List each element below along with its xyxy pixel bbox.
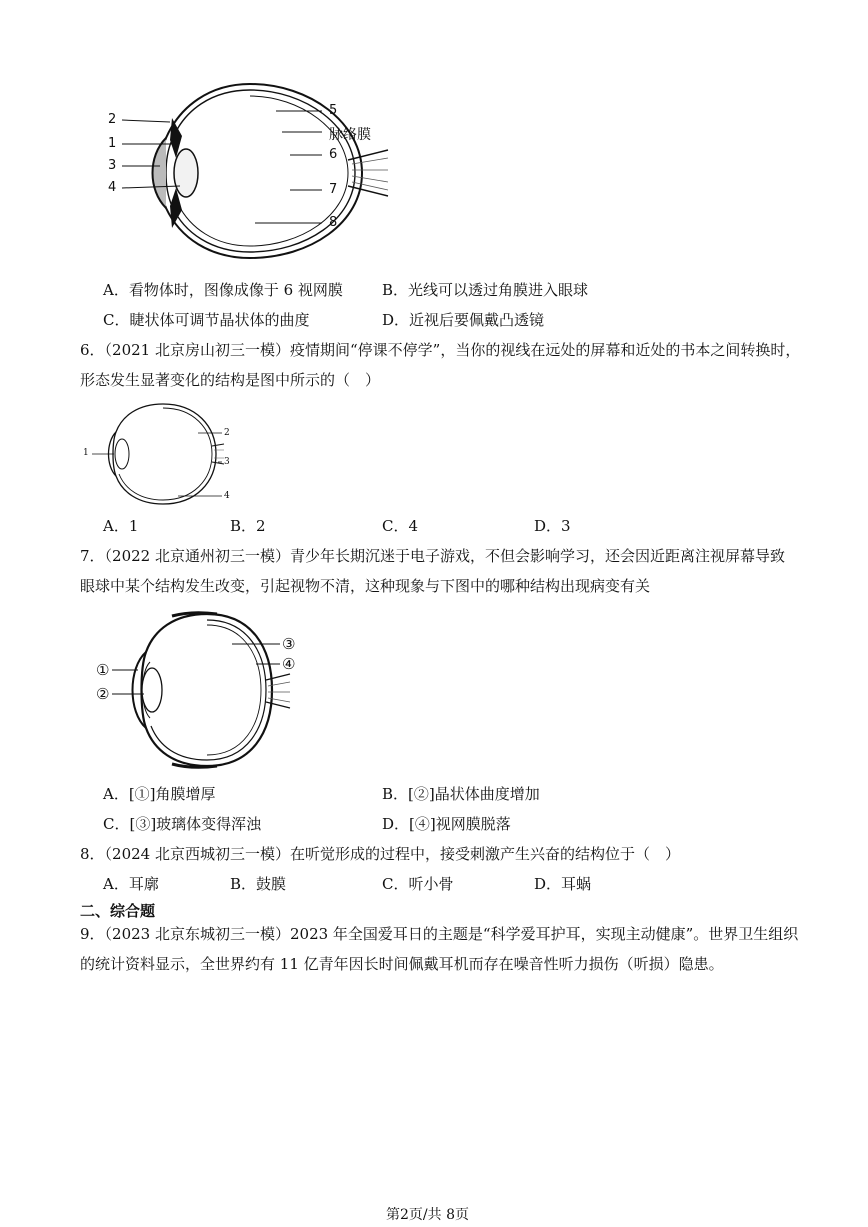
q8-option-d: D．耳蜗 <box>534 875 592 893</box>
section-title: 二、综合题 <box>80 902 156 920</box>
q8-stem: 8．（2024 北京西城初三一模）在听觉形成的过程中，接受刺激产生兴奋的结构位于（ ） <box>80 845 680 863</box>
q7-stem-line1: 7．（2022 北京通州初三一模）青少年长期沉迷于电子游戏，不但会影响学习，还会因近距离注视屏幕导致 <box>80 547 785 565</box>
label-8: 8 <box>329 215 338 230</box>
q7-option-d: D．[④]视网膜脱落 <box>382 815 511 833</box>
q8-option-c: C．听小骨 <box>382 875 454 893</box>
q5-option-c: C．睫状体可调节晶状体的曲度 <box>103 311 310 329</box>
label-6: 6 <box>329 147 338 162</box>
q9-stem-line1: 9．（2023 北京东城初三一模）2023 年全国爱耳日的主题是“科学爱耳护耳，实现主动健康”。世界卫生组织 <box>80 925 799 943</box>
fig2-label-3: 3 <box>224 457 230 467</box>
fig2-label-2: 2 <box>224 428 230 438</box>
q6-option-c: C．4 <box>382 517 419 535</box>
page-footer: 第2页/共 8页 <box>386 1207 469 1223</box>
label-1: 1 <box>108 136 117 151</box>
q7-option-c: C．[③]玻璃体变得浑浊 <box>103 815 262 833</box>
eye-diagram-1 <box>100 78 390 258</box>
fig3-label-2: ② <box>96 685 110 703</box>
q5-option-b: B．光线可以透过角膜进入眼球 <box>382 281 589 299</box>
q6-option-b: B．2 <box>230 517 266 535</box>
label-choroid: 脉络膜 <box>329 127 371 143</box>
q6-option-a: A．1 <box>103 517 139 535</box>
q6-option-d: D．3 <box>534 517 571 535</box>
q8-option-a: A．耳廓 <box>103 875 159 893</box>
label-3: 3 <box>108 158 117 173</box>
q8-option-b: B．鼓膜 <box>230 875 287 893</box>
q9-stem-line2: 的统计资料显示，全世界约有 11 亿青年因长时间佩戴耳机而存在噪音性听力损伤（听损）隐患。 <box>80 955 724 973</box>
fig3-label-1: ① <box>96 661 110 679</box>
eye-diagram-3-drawing <box>92 610 302 770</box>
eye-diagram-2-drawing <box>78 400 248 508</box>
q5-option-d: D．近视后要佩戴凸透镜 <box>382 311 545 329</box>
eye-diagram-2 <box>78 400 248 508</box>
fig3-label-4: ④ <box>282 655 296 673</box>
q6-stem-line2: 形态发生显著变化的结构是图中所示的（ ） <box>80 371 381 389</box>
q6-stem-line1: 6．（2021 北京房山初三一模）疫情期间“停课不停学”，当你的视线在远处的屏幕和近处的书本之间转换时， <box>80 341 801 359</box>
label-4: 4 <box>108 180 117 195</box>
eye-diagram-1-drawing <box>100 78 390 258</box>
label-5: 5 <box>329 103 338 118</box>
fig3-label-3: ③ <box>282 635 296 653</box>
fig2-label-4: 4 <box>224 491 230 501</box>
q7-stem-line2: 眼球中某个结构发生改变，引起视物不清，这种现象与下图中的哪种结构出现病变有关 <box>80 577 651 595</box>
eye-diagram-3 <box>92 610 302 770</box>
fig2-label-1: 1 <box>83 448 89 458</box>
q7-option-a: A．[①]角膜增厚 <box>103 785 216 803</box>
label-2: 2 <box>108 112 117 127</box>
q5-option-a: A．看物体时，图像成像于 6 视网膜 <box>103 281 343 299</box>
q7-option-b: B．[②]晶状体曲度增加 <box>382 785 540 803</box>
label-7: 7 <box>329 182 338 197</box>
